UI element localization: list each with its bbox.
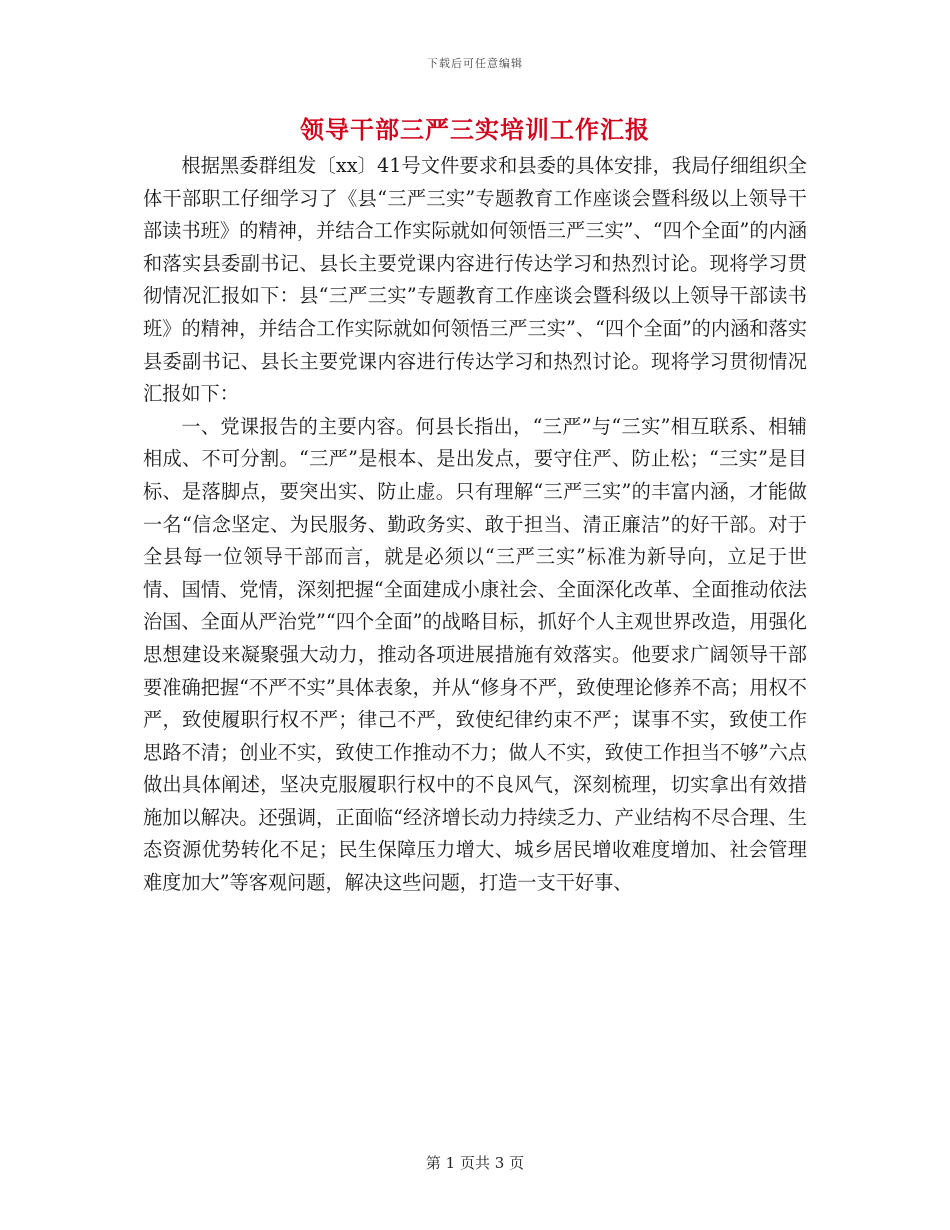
page-number: 第 1 页共 3 页 <box>425 1154 525 1172</box>
document-body <box>143 150 807 900</box>
header-note: 下载后可任意编辑 <box>427 57 523 70</box>
paragraph-section-one: 一、党课报告的主要内容。何县长指出，“三严”与“三实”相互联系、相辅相成、不可分割。“三严”是根本、是出发点，要守住严、防止松；“三实”是目标、是落脚点，要突出实、防止虚。只有理解“三严三实”的丰富内涵，才能做一名“信念坚定、为民服务、勤政务实、敢于担当、清正廉洁”的好干部。对于全县每一位领导干部而言，就是必须以“三严三实”标准为新导向，立足于世情、国情、党情，深刻把握“全面建成小康社会、全面深化改革、全面推动依法治国、全面从严治党”“四个全面”的战略目标，抓好个人主观世界改造，用强化思想建设来凝聚强大动力，推动各项进展措施有效落实。他要求广阔领导干部要准确把握“不严不实”具体表象，并从“修身不严，致使理论修养不高；用权不严，致使履职行权不严；律己不严，致使纪律约束不严；谋事不实，致使工作思路不清；创业不实，致使工作推动不力；做人不实，致使工作担当不够”六点做出具体阐述，坚决克服履职行权中的不良风气，深刻梳理，切实拿出有效措施加以解决。还强调，正面临“经济增长动力持续乏力、产业结构不尽合理、生态资源优势转化不足；民生保障压力增大、城乡居民增收难度增加、社会管理难度加大”等客观问题，解决这些问题，打造一支干好事、 <box>143 414 807 895</box>
document-title: 领导干部三严三实培训工作汇报 <box>300 115 650 144</box>
paragraph-intro: 根据黑委群组发〔xx〕41号文件要求和县委的具体安排，我局仔细组织全体干部职工仔细学习了《县“三严三实”专题教育工作座谈会暨科级以上领导干部读书班》的精神，并结合工作实际就如何领悟三严三实”、“四个全面”的内涵和落实县委副书记、县长主要党课内容进行传达学习和热烈讨论。现将学习贯彻情况汇报如下：县“三严三实”专题教育工作座谈会暨科级以上领导干部读书班》的精神，并结合工作实际就如何领悟三严三实”、“四个全面”的内涵和落实县委副书记、县长主要党课内容进行传达学习和热烈讨论。现将学习贯彻情况汇报如下： <box>143 154 807 406</box>
